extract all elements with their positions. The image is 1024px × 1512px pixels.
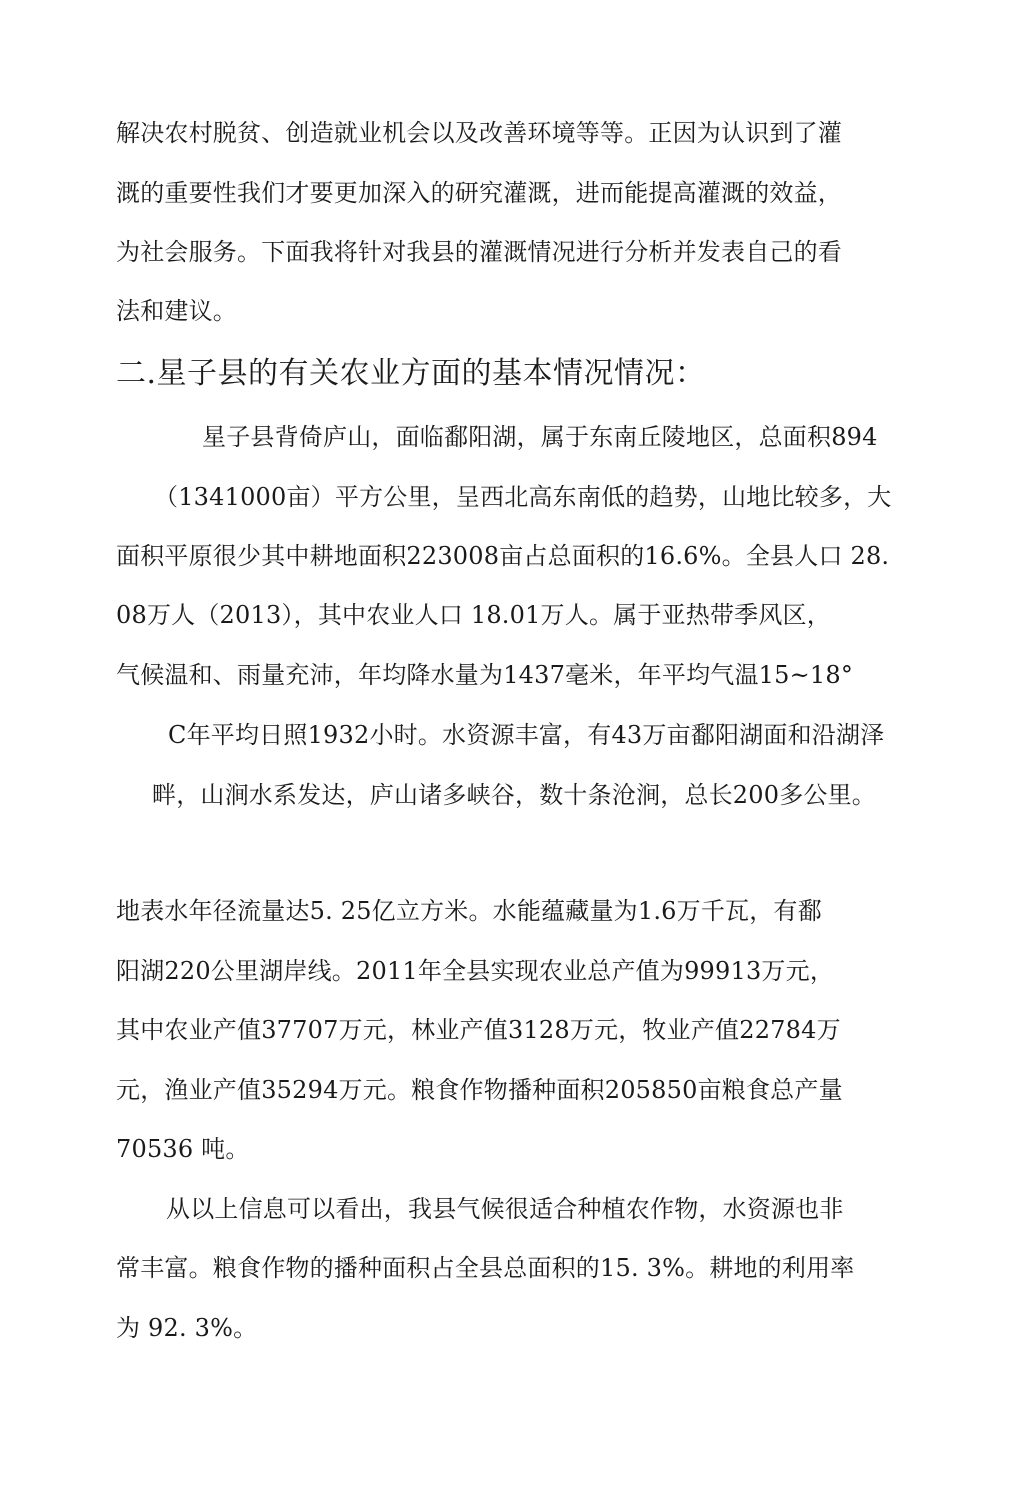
section-heading: 二.星子县的有关农业方面的基本情况情况：: [116, 356, 706, 391]
intro-line-2: 溉的重要性我们才要更加深入的研究灌溉，进而能提高灌溉的效益，: [116, 179, 842, 207]
intro-line-1: 解决农村脱贫、创造就业机会以及改善环境等等。正因为认识到了灌: [116, 119, 842, 147]
conclusion-line-3: 为 92. 3%。: [116, 1314, 258, 1342]
basic-info-line-6: C年平均日照1932小时。水资源丰富，有43万亩鄱阳湖面和沿湖泽: [168, 721, 885, 749]
basic-info-line-4: 08万人（2013），其中农业人口 18.01万人。属于亚热带季风区，: [116, 601, 831, 629]
basic-info-line-1: 星子县背倚庐山，面临鄱阳湖，属于东南丘陵地区，总面积894: [202, 423, 878, 451]
intro-line-4: 法和建议。: [116, 297, 237, 325]
basic-info-line-7: 畔，山涧水系发达，庐山诸多峡谷，数十条沧涧，总长200多公里。: [152, 781, 877, 809]
basic-info-line-5: 气候温和、雨量充沛，年均降水量为1437毫米，年平均气温15~18°: [116, 661, 854, 689]
basic-info-line-2: （1341000亩）平方公里，呈西北高东南低的趋势，山地比较多，大: [154, 483, 892, 511]
water-output-line-5: 70536 吨。: [116, 1135, 250, 1163]
intro-line-3: 为社会服务。下面我将针对我县的灌溉情况进行分析并发表自己的看: [116, 238, 842, 266]
water-output-line-1: 地表水年径流量达5. 25亿立方米。水能蕴藏量为1.6万千瓦，有鄱: [116, 897, 822, 925]
water-output-line-4: 元，渔业产值35294万元。粮食作物播种面积205850亩粮食总产量: [116, 1076, 843, 1104]
water-output-line-3: 其中农业产值37707万元，林业产值3128万元，牧业产值22784万: [116, 1016, 841, 1044]
conclusion-line-1: 从以上信息可以看出，我县气候很适合种植农作物，水资源也非: [166, 1195, 844, 1223]
basic-info-line-3: 面积平原很少其中耕地面积223008亩占总面积的16.6%。全县人口 28.: [116, 542, 890, 570]
conclusion-line-2: 常丰富。粮食作物的播种面积占全县总面积的15. 3%。耕地的利用率: [116, 1254, 855, 1282]
water-output-line-2: 阳湖220公里湖岸线。2011年全县实现农业总产值为99913万元，: [116, 957, 835, 985]
